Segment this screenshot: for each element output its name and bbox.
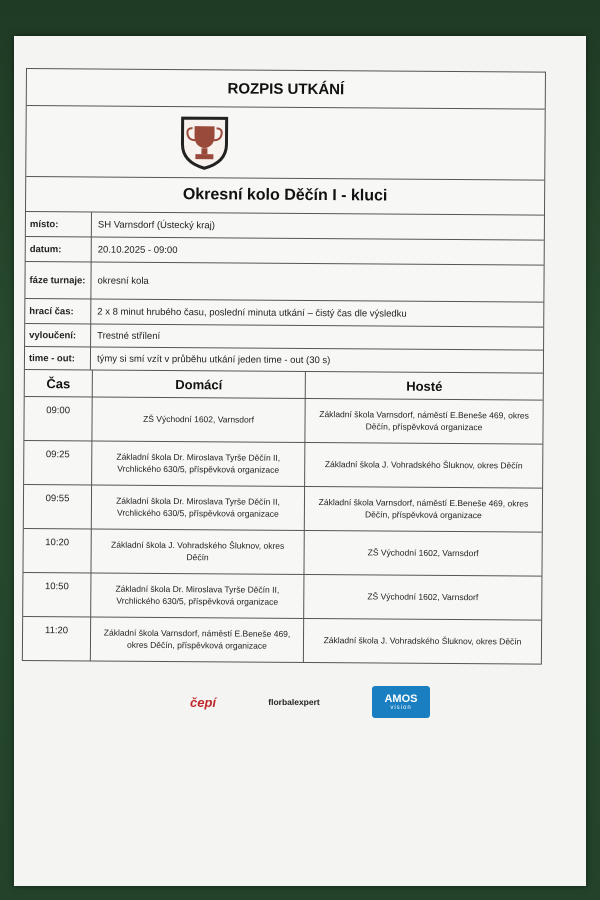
match-time: 11:20 [23,617,91,660]
info-value: týmy si smí vzít v průběhu utkání jeden time - out (30 s) [96,353,331,366]
document-title: ROZPIS UTKÁNÍ [27,69,545,110]
home-team: Základní škola Dr. Miroslava Tyrše Děčín II, Vrchlického 630/5, příspěvková organizace [91,573,304,617]
home-team: Základní škola Dr. Miroslava Tyrše Děčín II, Vrchlického 630/5, příspěvková organizace [92,441,305,485]
table-row [24,441,542,489]
home-team: Základní škola J. Vohradského Šluknov, okres Děčín [91,529,304,573]
info-value: okresní kola [97,275,149,287]
match-time: 09:55 [24,485,92,528]
table-row [24,485,542,533]
trophy-logo-icon [178,114,230,170]
table-row [24,397,542,445]
info-label: vyloučení: [25,324,91,346]
amos-logo-text: AMOS [384,692,418,705]
table-row [23,617,541,664]
cepi-logo: čepí [190,694,217,710]
info-value: SH Varnsdorf (Ústecký kraj) [97,219,215,231]
away-team: ZŠ Východní 1602, Varnsdorf [367,547,479,558]
header-home: Domácí [93,370,306,397]
info-row-phase [25,262,543,303]
header-time: Čas [25,370,93,396]
table-row [23,573,541,621]
info-label: datum: [26,237,92,261]
florbalexpert-logo: florbalexpert [268,697,320,707]
home-team: ZŠ Východní 1602, Varnsdorf [92,397,305,441]
trophy-logo-row [26,106,544,181]
info-label: time - out: [25,347,91,369]
schedule-document [22,68,546,665]
away-team: Základní škola Varnsdorf, náměstí E.Beneše 469, okres Děčín, příspěvková organizace [319,409,529,432]
away-team: ZŠ Východní 1602, Varnsdorf [367,591,479,602]
header-away: Hosté [406,378,443,394]
home-team: Základní škola Dr. Miroslava Tyrše Děčín II, Vrchlického 630/5, příspěvková organizace [92,485,305,529]
amos-vision-logo [372,686,430,718]
away-team: Základní škola J. Vohradského Šluknov, okres Děčín [323,634,522,647]
tournament-subtitle: Okresní kolo Děčín I - kluci [26,177,544,216]
amos-logo-subtext: vision [390,704,412,711]
info-row-place [26,212,544,241]
match-time: 10:20 [23,529,91,572]
schedule-header-row [25,370,543,401]
away-team: Základní škola J. Vohradského Šluknov, okres Děčín [324,458,523,471]
info-label: místo: [26,212,92,236]
match-time: 09:25 [24,441,92,484]
match-time: 10:50 [23,573,91,616]
info-row-playtime [25,299,543,328]
info-label: hrací čas: [25,299,91,323]
away-team: Základní škola Varnsdorf, náměstí E.Beneše 469, okres Děčín, příspěvková organizace [318,497,529,520]
info-value: Trestné střílení [97,330,161,342]
sponsor-logos [190,686,430,718]
info-label: fáze turnaje: [25,262,91,298]
home-team: Základní škola Varnsdorf, náměstí E.Beneše 469, okres Děčín, příspěvková organizace [91,617,304,661]
info-value: 2 x 8 minut hrubého času, poslední minuta utkání – čistý čas dle výsledku [97,306,407,320]
table-row [23,529,541,577]
info-value: 20.10.2025 - 09:00 [97,244,178,256]
info-row-date [26,237,544,266]
match-time: 09:00 [24,397,92,440]
